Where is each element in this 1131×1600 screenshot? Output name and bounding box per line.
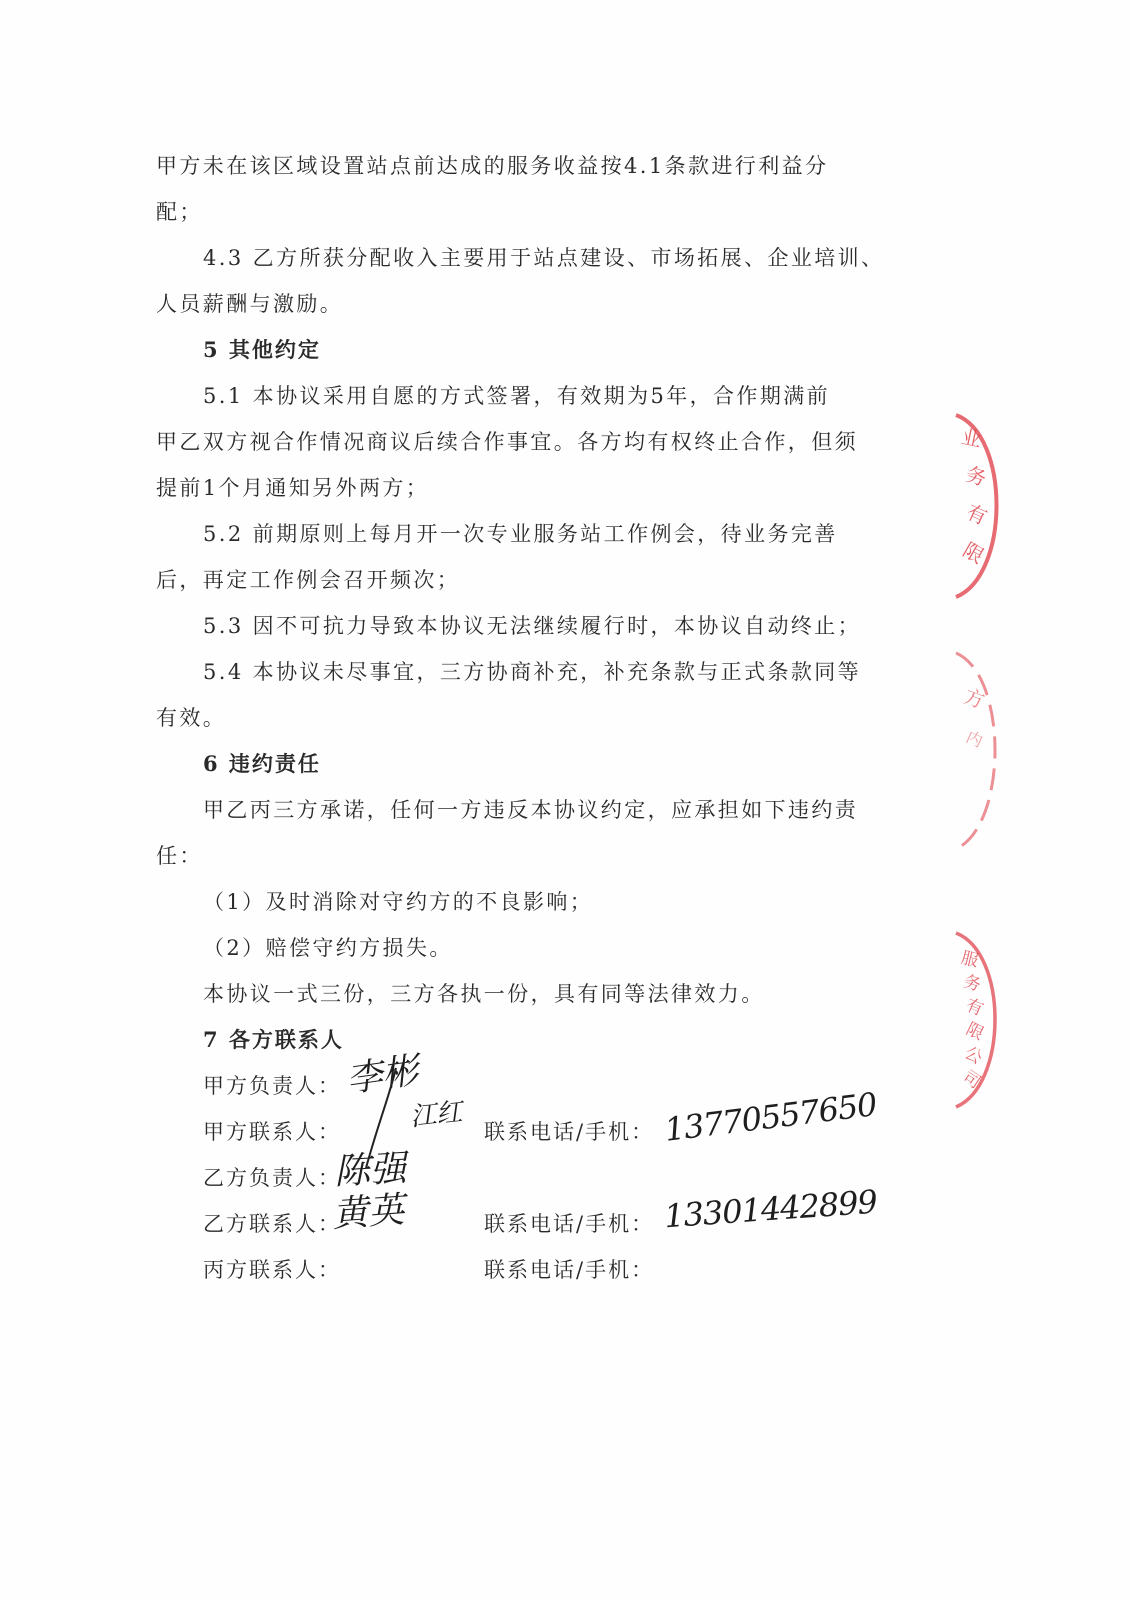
clause-6-item-2: （2）赔偿守约方损失。: [203, 936, 453, 960]
seal-stamp-1-icon: [950, 405, 1010, 605]
clause-6-line-3: 本协议一式三份，三方各执一份，具有同等法律效力。: [203, 982, 765, 1006]
party-a-head-signature: 李彬: [343, 1050, 421, 1101]
section-6-heading: 6 违约责任: [203, 751, 321, 776]
party-c-contact-label: 丙方联系人：: [203, 1258, 341, 1282]
section-7-heading: 7 各方联系人: [203, 1027, 344, 1052]
clause-6-line-2: 任：: [156, 844, 203, 868]
svg-text:司: 司: [958, 1066, 985, 1094]
clause-5-1-line-2: 甲乙双方视合作情况商议后续合作事宜。各方均有权终止合作，但须: [156, 430, 858, 454]
seal-stamp-3-icon: [950, 925, 1010, 1115]
party-b-head-label: 乙方负责人：: [203, 1166, 341, 1190]
party-a-contact-signature: 江红: [408, 1097, 464, 1133]
seal-stamp-2-icon: [950, 645, 1010, 855]
party-c-phone-label: 联系电话/手机：: [484, 1258, 655, 1282]
party-b-phone-value: 13301442899: [662, 1182, 879, 1236]
clause-4-3-line-1: 4.3 乙方所获分配收入主要用于站点建设、市场拓展、企业培训、: [203, 246, 885, 270]
section-5-heading: 5 其他约定: [203, 337, 321, 362]
clause-6-line-1: 甲乙丙三方承诺，任何一方违反本协议约定，应承担如下违约责: [203, 798, 859, 822]
party-b-contact-signature: 黄英: [330, 1189, 406, 1236]
clause-4-3-line-2: 人员薪酬与激励。: [156, 292, 344, 316]
clause-5-4-line-1: 5.4 本协议未尽事宜，三方协商补充，补充条款与正式条款同等: [203, 660, 862, 684]
clause-5-3-line-1: 5.3 因不可抗力导致本协议无法继续履行时，本协议自动终止；: [203, 614, 862, 638]
svg-text:服: 服: [959, 948, 981, 972]
clause-4-2-line-1: 甲方未在该区域设置站点前达成的服务收益按4.1条款进行利益分: [156, 154, 829, 178]
clause-6-item-1: （1）及时消除对守约方的不良影响；: [203, 890, 594, 914]
clause-5-1-line-3: 提前1个月通知另外两方；: [156, 476, 430, 500]
svg-text:公: 公: [960, 1043, 986, 1069]
svg-text:限: 限: [962, 1019, 987, 1045]
svg-text:务: 务: [960, 971, 984, 996]
svg-text:有: 有: [962, 499, 991, 530]
svg-text:务: 务: [962, 461, 990, 491]
party-a-phone-value: 13770557650: [662, 1085, 879, 1149]
svg-text:方: 方: [960, 683, 988, 714]
clause-5-2-line-2: 后，再定工作例会召开频次；: [156, 568, 461, 592]
clause-4-2-line-2: 配；: [156, 200, 203, 224]
party-b-contact-label: 乙方联系人：: [203, 1212, 341, 1236]
party-a-contact-label: 甲方联系人：: [203, 1120, 341, 1144]
clause-5-4-line-2: 有效。: [156, 706, 227, 730]
svg-text:内: 内: [963, 727, 986, 752]
svg-text:有: 有: [962, 995, 987, 1021]
clause-5-1-line-1: 5.1 本协议采用自愿的方式签署，有效期为5年，合作期满前: [203, 384, 831, 408]
svg-text:限: 限: [958, 537, 989, 569]
svg-text:业: 业: [959, 424, 984, 452]
party-a-phone-label: 联系电话/手机：: [484, 1120, 655, 1144]
party-b-phone-label: 联系电话/手机：: [484, 1212, 655, 1236]
party-b-head-signature: 陈强: [333, 1148, 408, 1193]
clause-5-2-line-1: 5.2 前期原则上每月开一次专业服务站工作例会，待业务完善: [203, 522, 838, 546]
party-a-head-label: 甲方负责人：: [203, 1074, 341, 1098]
